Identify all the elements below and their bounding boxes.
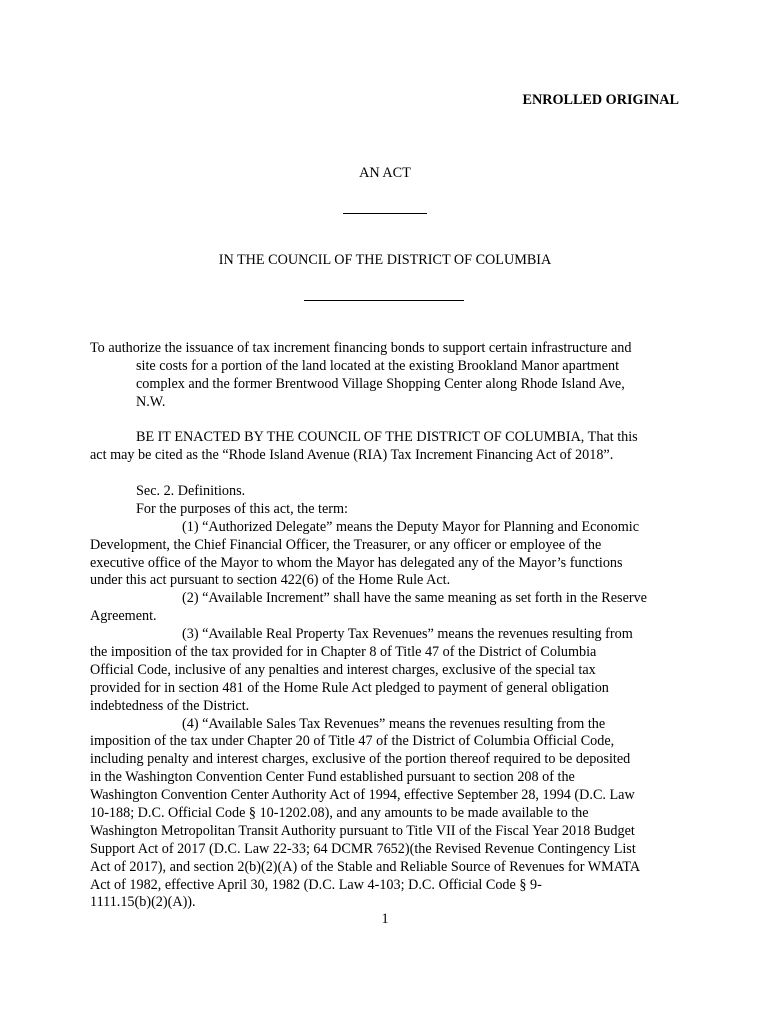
definition-line: Support Act of 2017 (D.C. Law 22-33; 64 DCMR 7652)(the Revised Revenue Contingency List xyxy=(90,840,636,857)
definition-line: the imposition of the tax provided for in Chapter 8 of Title 47 of the District of Columbia xyxy=(90,644,597,661)
definition-line: (3) “Available Real Property Tax Revenues” means the revenues resulting from xyxy=(182,626,633,643)
title-line: complex and the former Brentwood Village Shopping Center along Rhode Island Ave, xyxy=(136,375,625,392)
enacting-clause xyxy=(90,429,690,465)
section-2 xyxy=(90,483,690,912)
definition-line: 1111.15(b)(2)(A)). xyxy=(90,894,196,911)
definition-line: (4) “Available Sales Tax Revenues” means the revenues resulting from the xyxy=(182,715,606,732)
definition-line: imposition of the tax under Chapter 20 of Title 47 of the District of Columbia Official Code, xyxy=(90,733,615,750)
definition-line: provided for in section 481 of the Home Rule Act pledged to payment of general obligation xyxy=(90,679,609,696)
definition-line: Official Code, inclusive of any penalties and interest charges, exclusive of the special tax xyxy=(90,661,596,678)
definition-line: Washington Convention Center Authority Act of 1994, effective September 28, 1994 (D.C. Law xyxy=(90,787,635,804)
council-label: IN THE COUNCIL OF THE DISTRICT OF COLUMBIA xyxy=(218,252,552,268)
definition-line: (1) “Authorized Delegate” means the Deputy Mayor for Planning and Economic xyxy=(182,518,639,535)
act-label: AN ACT xyxy=(359,165,411,181)
definition-line: including penalty and interest charges, exclusive of the portion thereof required to be deposited xyxy=(90,751,631,768)
definition-line: Washington Metropolitan Transit Authority pursuant to Title VII of the Fiscal Year 2018 Budget xyxy=(90,822,635,839)
definition-line: executive office of the Mayor to whom the Mayor has delegated any of the Mayor’s functions xyxy=(90,554,623,571)
act-title xyxy=(90,340,690,412)
enacting-line: BE IT ENACTED BY THE COUNCIL OF THE DISTRICT OF COLUMBIA, That this xyxy=(136,429,638,445)
title-line: To authorize the issuance of tax increment financing bonds to support certain infrastructure and xyxy=(90,340,632,356)
enacting-line: act may be cited as the “Rhode Island Avenue (RIA) Tax Increment Financing Act of 2018”. xyxy=(90,446,614,463)
definition-line: Development, the Chief Financial Officer, the Treasurer, or any officer or employee of the xyxy=(90,536,602,553)
section-heading: Sec. 2. Definitions. xyxy=(136,483,246,499)
title-line: N.W. xyxy=(136,393,166,410)
definition-line: (2) “Available Increment” shall have the same meaning as set forth in the Reserve xyxy=(182,590,647,607)
definition-line: Act of 1982, effective April 30, 1982 (D.C. Law 4-103; D.C. Official Code § 9- xyxy=(90,876,542,893)
definition-line: Act of 2017), and section 2(b)(2)(A) of the Stable and Reliable Source of Revenues for WMATA xyxy=(90,858,641,875)
definition-line: under this act pursuant to section 422(6) of the Home Rule Act. xyxy=(90,572,451,589)
definition-line: 10-188; D.C. Official Code § 10-1202.08), and any amounts to be made available to the xyxy=(90,805,589,822)
definition-line: Agreement. xyxy=(90,608,157,625)
section-intro: For the purposes of this act, the term: xyxy=(136,500,348,517)
council-date-rule xyxy=(304,300,464,301)
enrolled-original-label: ENROLLED ORIGINAL xyxy=(522,92,679,108)
definition-line: in the Washington Convention Center Fund established pursuant to section 208 of the xyxy=(90,769,575,786)
act-number-rule xyxy=(343,213,427,214)
page-number: 1 xyxy=(381,911,389,927)
title-line: site costs for a portion of the land located at the existing Brookland Manor apartment xyxy=(136,357,620,374)
definition-line: indebtedness of the District. xyxy=(90,697,250,714)
